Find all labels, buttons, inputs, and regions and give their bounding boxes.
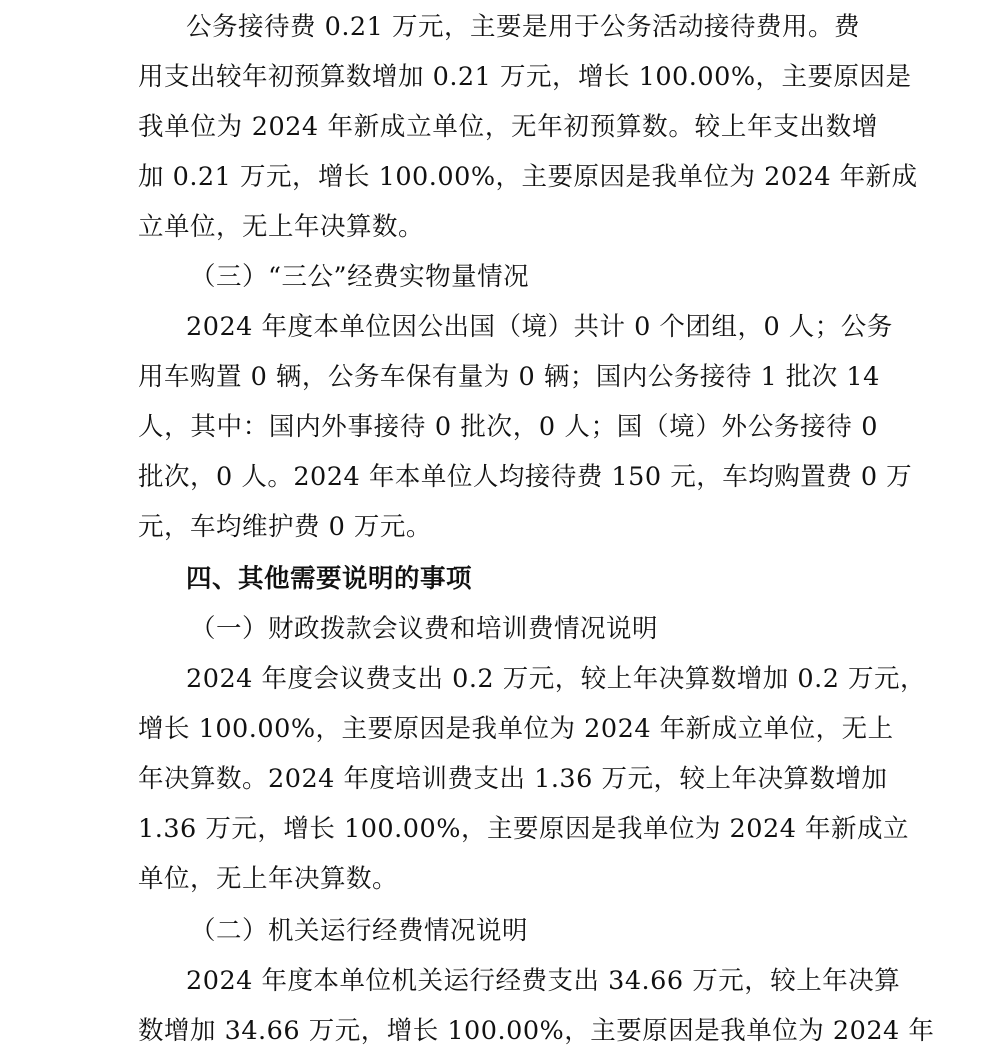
paragraph-line: 加 0.21 万元，增长 100.00%，主要原因是我单位为 2024 年新成 — [138, 162, 918, 192]
paragraph-line: 用支出较年初预算数增加 0.21 万元，增长 100.00%，主要原因是 — [138, 62, 912, 92]
paragraph-line: 立单位，无上年决算数。 — [138, 212, 425, 242]
section-heading: 四、其他需要说明的事项 — [186, 564, 473, 594]
paragraph-line: 数增加 34.66 万元，增长 100.00%，主要原因是我单位为 2024 年 — [138, 1016, 935, 1046]
paragraph-line: 2024 年度本单位因公出国（境）共计 0 个团组，0 人；公务 — [186, 312, 893, 342]
paragraph-line: 2024 年度会议费支出 0.2 万元，较上年决算数增加 0.2 万元， — [186, 664, 927, 694]
paragraph-line: 公务接待费 0.21 万元，主要是用于公务活动接待费用。费 — [186, 12, 860, 42]
subsection-heading: （三）“三公”经费实物量情况 — [190, 262, 530, 292]
paragraph-line: 1.36 万元，增长 100.00%，主要原因是我单位为 2024 年新成立 — [138, 814, 910, 844]
paragraph-line: 年决算数。2024 年度培训费支出 1.36 万元，较上年决算数增加 — [138, 764, 888, 794]
paragraph-line: 我单位为 2024 年新成立单位，无年初预算数。较上年支出数增 — [138, 112, 878, 142]
paragraph-line: 人，其中：国内外事接待 0 批次，0 人；国（境）外公务接待 0 — [138, 412, 878, 442]
paragraph-line: 增长 100.00%，主要原因是我单位为 2024 年新成立单位，无上 — [138, 714, 894, 744]
paragraph-line: 元，车均维护费 0 万元。 — [138, 512, 432, 542]
paragraph-line: 批次，0 人。2024 年本单位人均接待费 150 元，车均购置费 0 万 — [138, 462, 913, 492]
paragraph-line: 2024 年度本单位机关运行经费支出 34.66 万元，较上年决算 — [186, 966, 901, 996]
paragraph-line: 用车购置 0 辆，公务车保有量为 0 辆；国内公务接待 1 批次 14 — [138, 362, 880, 392]
subsection-heading: （一）财政拨款会议费和培训费情况说明 — [190, 614, 659, 644]
subsection-heading: （二）机关运行经费情况说明 — [190, 916, 529, 946]
paragraph-line: 单位，无上年决算数。 — [138, 864, 399, 894]
